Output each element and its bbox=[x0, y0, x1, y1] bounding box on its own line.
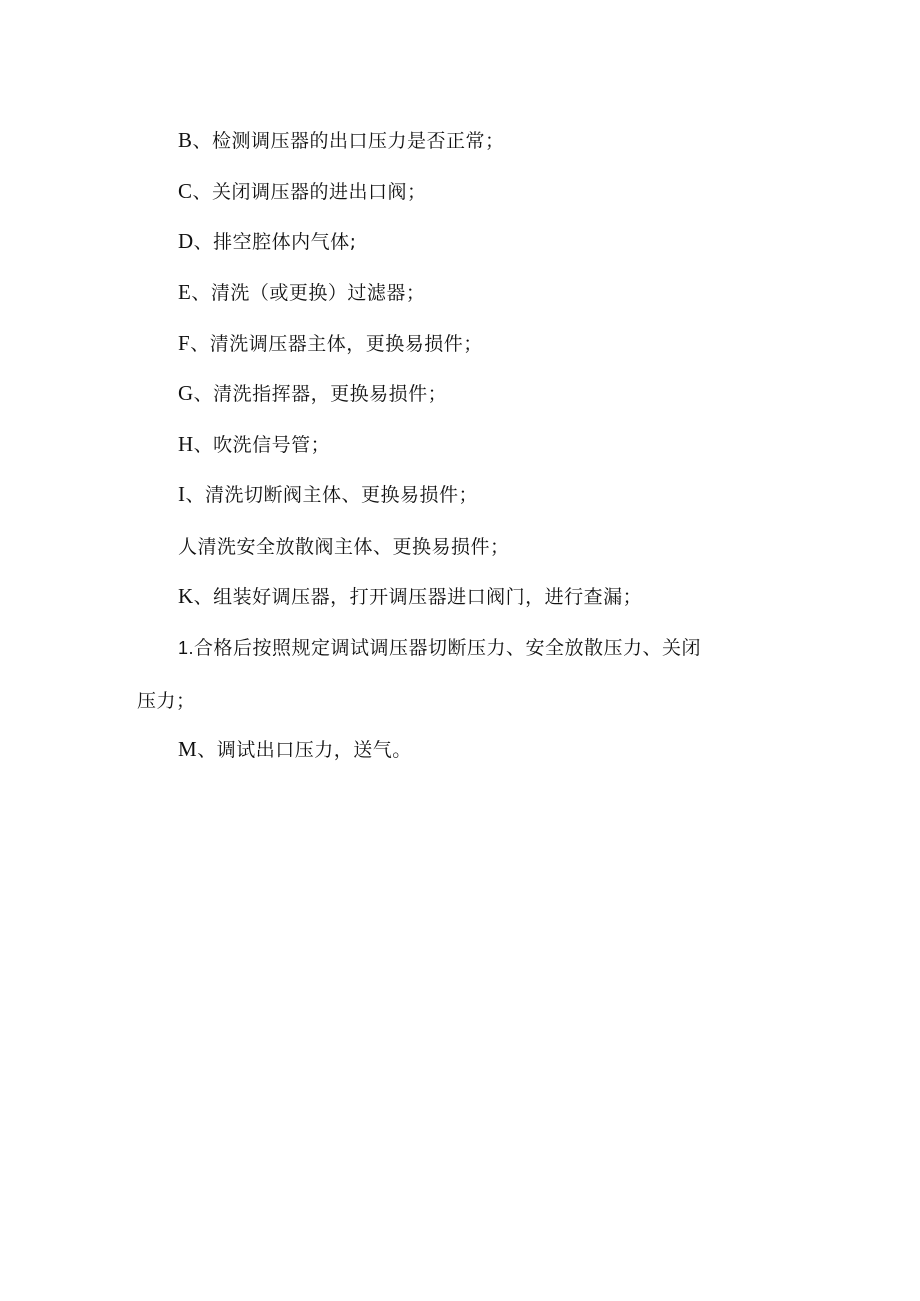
step-m bbox=[178, 737, 412, 762]
step-k bbox=[178, 584, 642, 609]
step-text: 、调试出口压力，送气。 bbox=[197, 739, 412, 761]
step-text: 、吹洗信号管； bbox=[193, 434, 331, 456]
step-marker: G bbox=[178, 381, 194, 405]
step-marker: I bbox=[178, 482, 186, 506]
step-marker: B bbox=[178, 128, 193, 152]
step-marker: 1. bbox=[178, 638, 195, 658]
step-l bbox=[178, 636, 701, 660]
step-g bbox=[178, 381, 447, 406]
step-text: 、关闭调压器的进出口阀； bbox=[192, 181, 427, 203]
step-marker: D bbox=[178, 229, 194, 253]
step-text: 、清洗（或更换）过滤器； bbox=[191, 282, 426, 304]
step-text: 、清洗切断阀主体、更换易损件； bbox=[185, 484, 479, 506]
step-marker: F bbox=[178, 331, 191, 355]
step-c bbox=[178, 179, 427, 204]
step-text: 、清洗调压器主体，更换易损件； bbox=[190, 333, 483, 355]
step-text: 、排空腔体内气体; bbox=[193, 231, 357, 253]
step-d bbox=[178, 229, 357, 254]
step-text: 人清洗安全放散阀主体、更换易损件； bbox=[178, 536, 510, 558]
step-f bbox=[178, 331, 483, 356]
step-b bbox=[178, 128, 505, 153]
step-marker: K bbox=[178, 584, 194, 608]
step-h bbox=[178, 432, 330, 457]
step-marker: C bbox=[178, 179, 193, 203]
step-text: 、组装好调压器，打开调压器进口阀门，进行查漏； bbox=[193, 586, 643, 608]
step-marker: H bbox=[178, 432, 194, 456]
step-e bbox=[178, 280, 425, 305]
step-l-continuation bbox=[137, 689, 196, 713]
step-marker: E bbox=[178, 280, 192, 304]
step-marker: M bbox=[178, 737, 198, 761]
step-j bbox=[178, 535, 510, 559]
step-i bbox=[178, 482, 478, 507]
step-text-continuation: 压力； bbox=[137, 690, 196, 712]
step-text: 合格后按照规定调试调压器切断压力、安全放散压力、关闭 bbox=[194, 637, 702, 659]
step-text: 、检测调压器的出口压力是否正常； bbox=[192, 130, 505, 152]
step-text: 、清洗指挥器，更换易损件； bbox=[193, 383, 448, 405]
